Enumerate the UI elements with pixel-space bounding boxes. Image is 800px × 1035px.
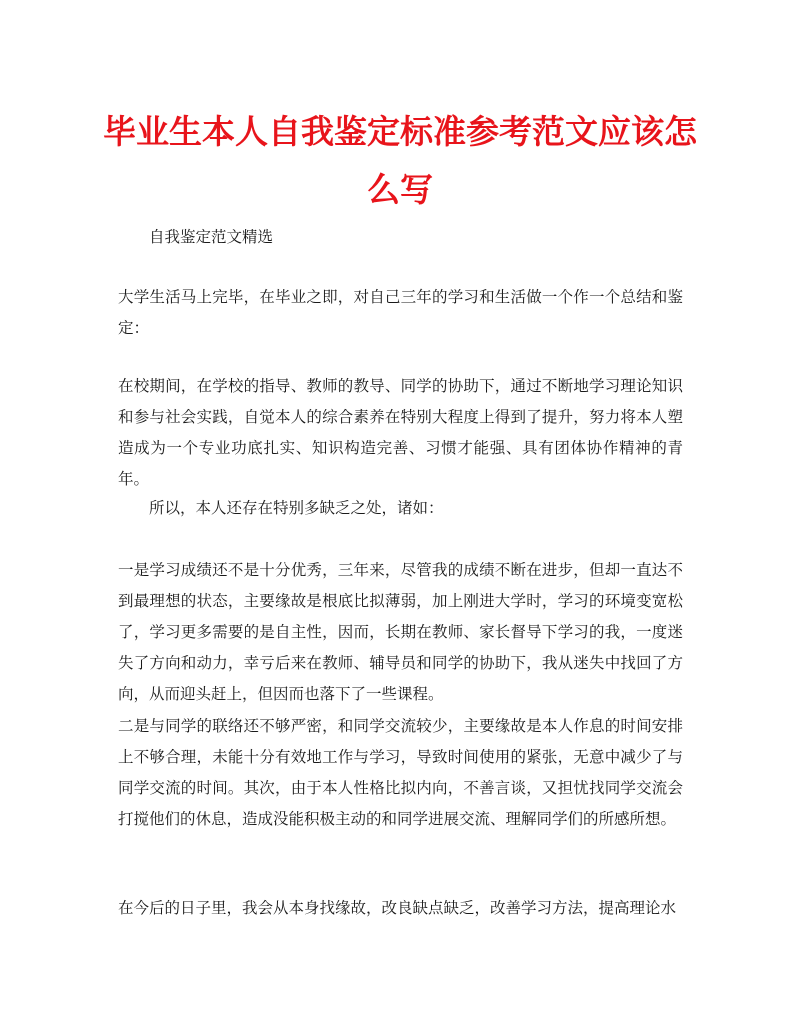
document-subtitle: 自我鉴定范文精选	[149, 228, 274, 246]
paragraph-point-two: 二是与同学的联络还不够严密，和同学交流较少，主要缘故是本人作息的时间安排上不够合理，未能十分有效地工作与学习，导致时间使用的紧张，无意中减少了与同学交流的时间。其次，由于本人性格比拟内向，不善言谈，又担忧找同学交流会打搅他们的休息，造成没能积极主动的和同学进展交流、理解同学们的所感所想。	[118, 717, 683, 828]
paragraph-intro: 大学生活马上完毕，在毕业之即，对自己三年的学习和生活做一个作一个总结和鉴定：	[118, 288, 683, 337]
paragraph-point-one: 一是学习成绩还不是十分优秀，三年来，尽管我的成绩不断在进步，但却一直达不到最理想的状态，主要缘故是根底比拟薄弱，加上刚进大学时，学习的环境变宽松了，学习更多需要的是自主性，因而，长期在教师、家长督导下学习的我，一度迷失了方向和动力，幸亏后来在教师、辅导员和同学的协助下，我从迷失中找回了方向，从而迎头赶上，但因而也落下了一些课程。	[118, 561, 683, 703]
document-title: 毕业生本人自我鉴定标准参考范文应该怎么写	[103, 112, 697, 209]
paragraph-shortcomings-lead: 所以，本人还存在特别多缺乏之处，诸如：	[149, 499, 444, 517]
paragraph-future: 在今后的日子里，我会从本身找缘故，改良缺点缺乏，改善学习方法，提高理论水	[118, 899, 677, 917]
paragraph-campus-life: 在校期间，在学校的指导、教师的教导、同学的协助下，通过不断地学习理论知识和参与社会实践，自觉本人的综合素养在特别大程度上得到了提升，努力将本人塑造成为一个专业功底扎实、知识构造完善、习惯才能强、具有团体协作精神的青年。	[118, 377, 683, 488]
